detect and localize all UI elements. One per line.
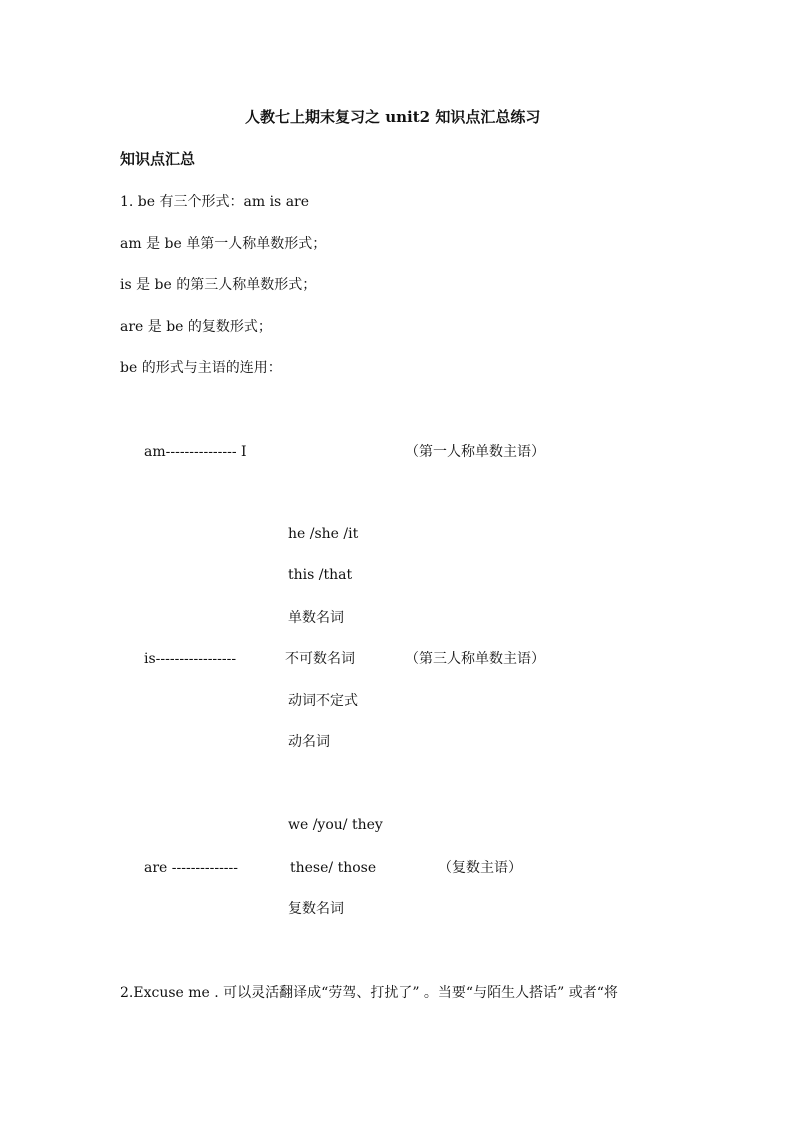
section-heading: 知识点汇总 [120,150,196,168]
is-item-2: this /that [288,567,353,583]
text-line-1: 1. be 有三个形式：am is are [120,194,310,210]
text-line-footer: 2.Excuse me . 可以灵活翻译成“劳驾、打扰了” 。当要“与陌生人搭话” 或者“将 [120,985,618,1001]
text-line-4: are 是 be 的复数形式； [120,319,272,335]
text-line-3: is 是 be 的第三人称单数形式； [120,277,317,293]
is-row-note: （第三人称单数主语） [405,651,545,667]
are-row-note: （复数主语） [438,860,522,876]
is-item-5: 动词不定式 [288,693,358,709]
document-title: 人教七上期末复习之 unit2 知识点汇总练习 [245,108,541,126]
are-row-label: are -------------- [144,860,239,876]
is-row-label: is----------------- [144,651,237,667]
is-item-1: he /she /it [288,526,359,542]
text-line-5: be 的形式与主语的连用： [120,360,282,376]
is-item-4: 不可数名词 [285,651,355,667]
am-row-label: am--------------- I [144,444,247,460]
text-line-2: am 是 be 单第一人称单数形式； [120,236,327,252]
is-item-6: 动名词 [288,734,330,750]
are-item-2: these/ those [290,860,377,876]
am-row-note: （第一人称单数主语） [405,444,545,460]
is-item-3: 单数名词 [288,610,344,626]
are-item-1: we /you/ they [288,817,383,833]
are-item-3: 复数名词 [288,901,344,917]
